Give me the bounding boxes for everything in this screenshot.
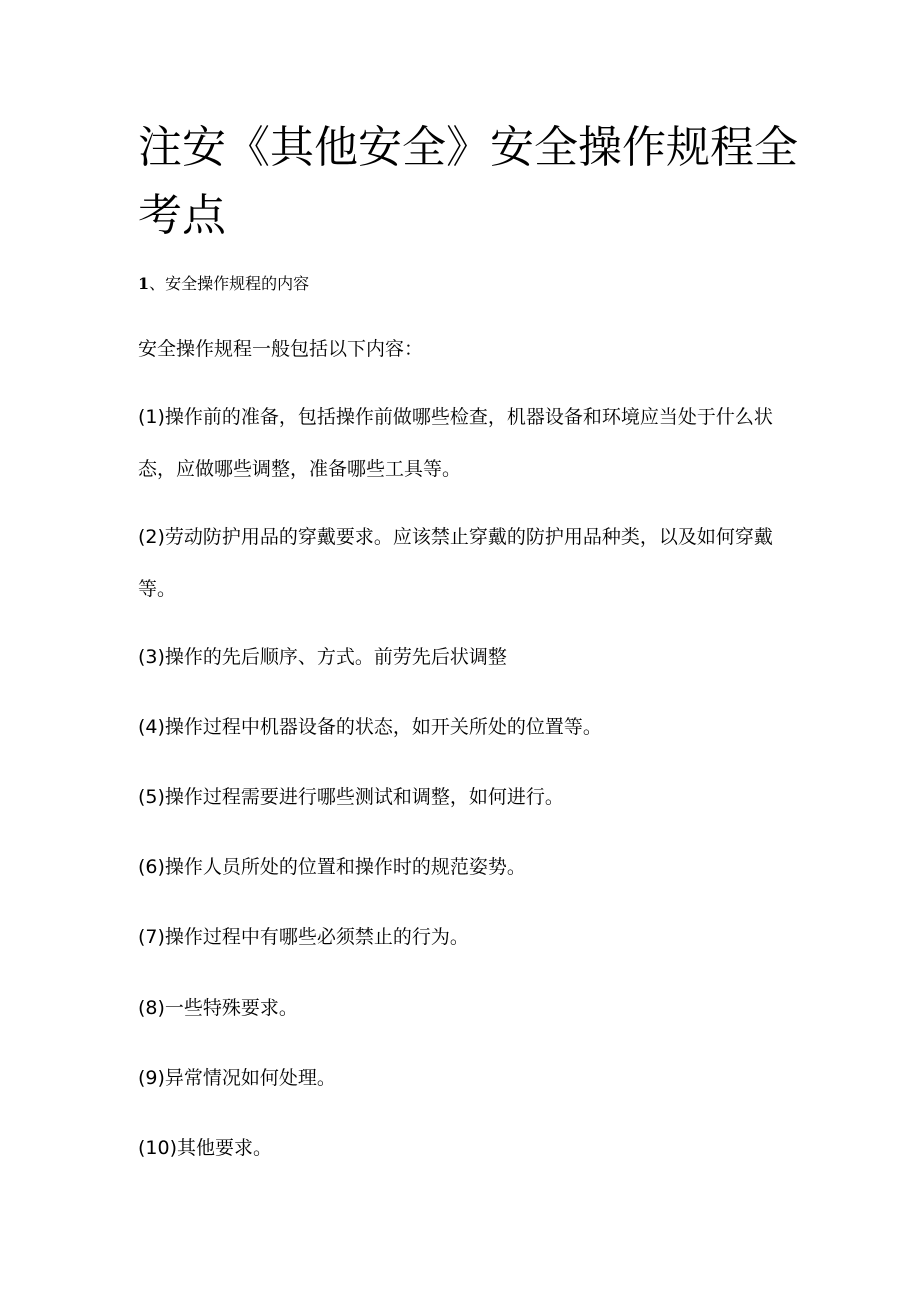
section-heading-text: 、安全操作规程的内容	[149, 274, 310, 293]
list-item-1: (1)操作前的准备，包括操作前做哪些检查，机器设备和环境应当处于什么状态，应做哪些调整，准备哪些工具等。	[138, 406, 773, 480]
section-heading	[138, 272, 309, 296]
list-item-10: (10)其他要求。	[138, 1137, 273, 1159]
list-item-9: (9)异常情况如何处理。	[138, 1067, 336, 1089]
list-item-8: (8)一些特殊要求。	[138, 997, 298, 1019]
list-item-7: (7)操作过程中有哪些必须禁止的行为。	[138, 926, 469, 948]
list-item-6: (6)操作人员所处的位置和操作时的规范姿势。	[138, 856, 526, 878]
list-item-3: (3)操作的先后顺序、方式。前劳先后状调整	[138, 646, 507, 668]
list-item-2: (2)劳动防护用品的穿戴要求。应该禁止穿戴的防护用品种类，以及如何穿戴等。	[138, 526, 773, 600]
intro-paragraph: 安全操作规程一般包括以下内容：	[138, 338, 424, 360]
section-number: 1	[138, 274, 150, 293]
list-item-4: (4)操作过程中机器设备的状态，如开关所处的位置等。	[138, 716, 602, 738]
document-title: 注安《其他安全》安全操作规程全考点	[138, 122, 798, 241]
list-item-5: (5)操作过程需要进行哪些测试和调整，如何进行。	[138, 786, 564, 808]
